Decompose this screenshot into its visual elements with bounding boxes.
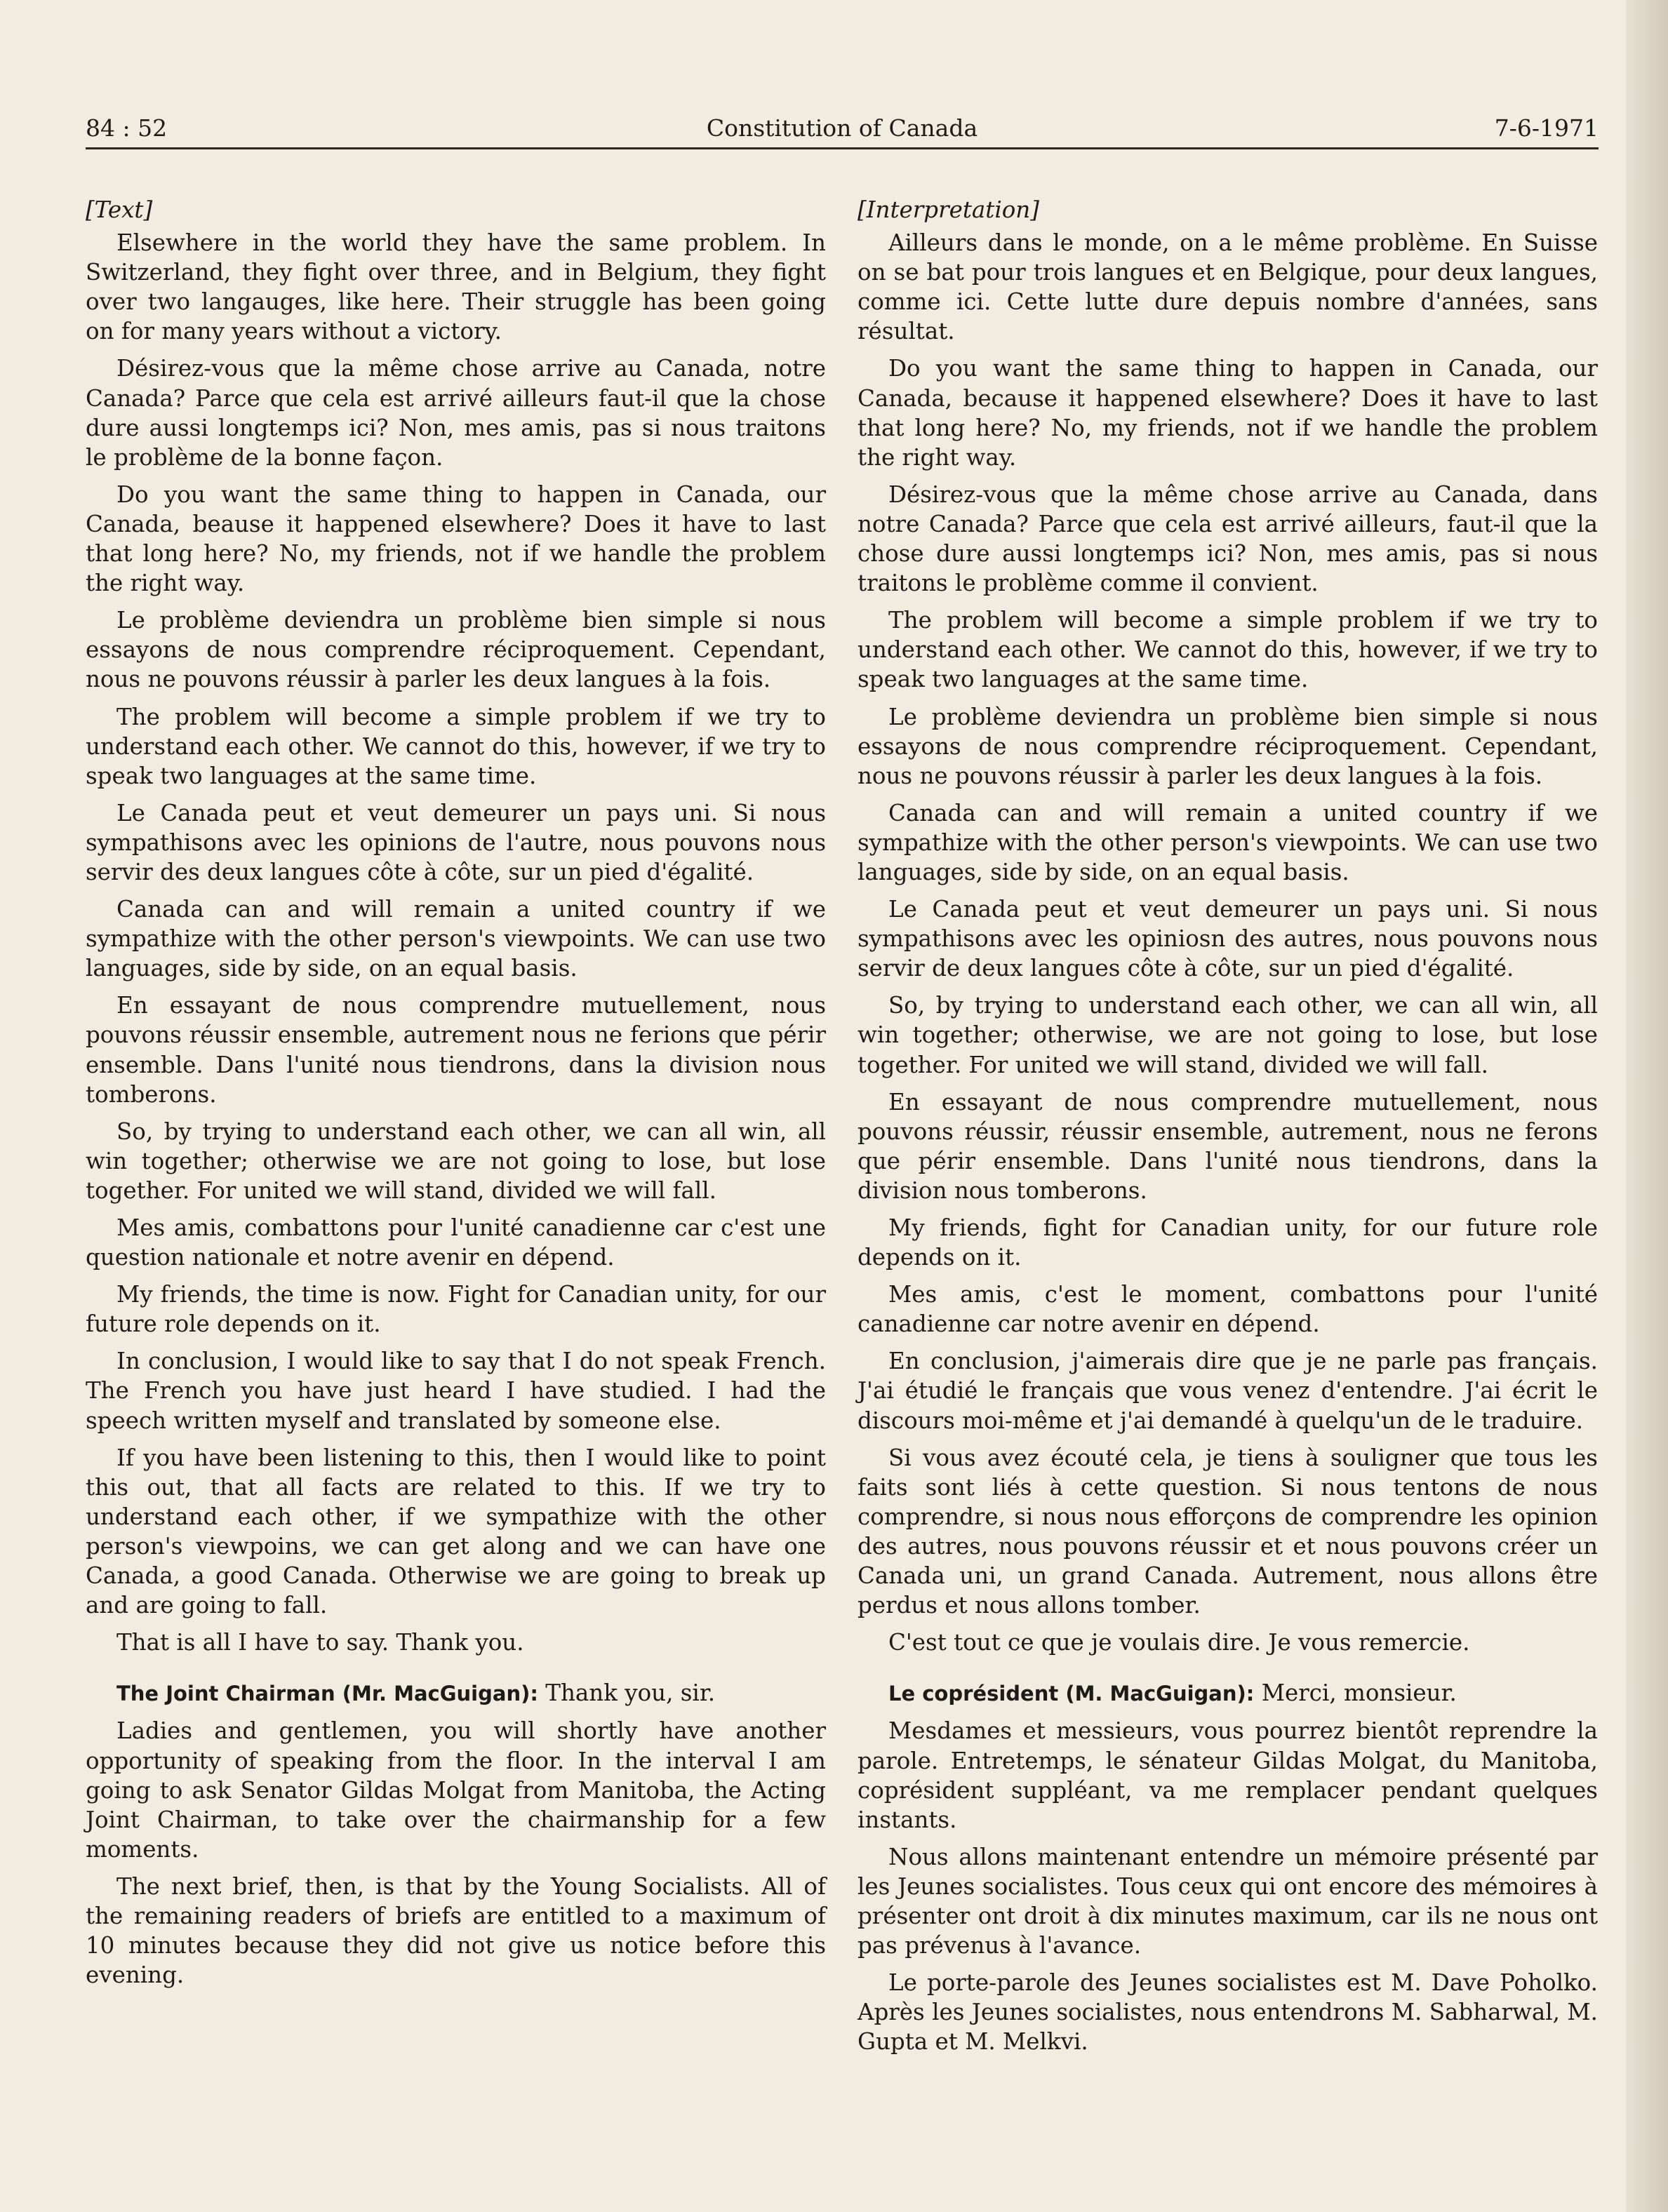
paragraph: En conclusion, j'aimerais dire que je ne parle pas français. J'ai étudié le français que vous venez d'entendre. J'ai écrit le discours moi-même et j'ai demandé à quelqu'un de le traduire. <box>858 1348 1598 1434</box>
paragraph: Mes amis, c'est le moment, combattons pour l'unité canadienne car notre avenir en dépend. <box>858 1281 1598 1338</box>
speaker-label: Le coprésident (M. MacGuigan): <box>888 1682 1255 1706</box>
speaker-text: Thank you, sir. <box>538 1680 716 1707</box>
paragraph: Si vous avez écouté cela, je tiens à souligner que tous les faits sont liés à cette question. Si nous tentons de nous comprendre, si nous nous efforçons de comprendre les opinion des autres, nous pouvons réussir et et nous pouvons créer un Canada uni, un grand Canada. Autrement, nous allons être perdus et nous allons tomber. <box>858 1444 1598 1619</box>
paragraph: If you have been listening to this, then I would like to point this out, that all facts are related to this. If we try to understand each other, if we sympathize with the other person's viewpoins, we can get along and we can have one Canada, a good Canada. Otherwise we are going to break up and are going to fall. <box>86 1444 826 1619</box>
paragraph: The problem will become a simple problem if we try to understand each other. We cannot do this, however, if we try to speak two languages at the same time. <box>858 607 1598 693</box>
paragraph: Mesdames et messieurs, vous pourrez bientôt reprendre la parole. Entretemps, le sénateur Gildas Molgat, du Manitoba, coprésident suppléant, va me remplacer pendant quelques instants. <box>858 1717 1598 1833</box>
speaker-label: The Joint Chairman (Mr. MacGuigan): <box>116 1682 538 1706</box>
paragraph: Nous allons maintenant entendre un mémoire présenté par les Jeunes socialistes. Tous ceux qui ont encore des mémoires à présenter ont droit à dix minutes maximum, car ils ne nous ont pas prévenus à l'avance. <box>858 1843 1598 1959</box>
paragraph: En essayant de nous comprendre mutuellement, nous pouvons réussir ensemble, autrement nous ne ferions que périr ensemble. Dans l'unité nous tiendrons, dans la division nous tomberons. <box>86 992 826 1108</box>
paragraph: En essayant de nous comprendre mutuellement, nous pouvons réussir, réussir ensemble, autrement, nous ne ferons que périr ensemble. Dans l'unité nous tiendrons, dans la division nous tomberons. <box>858 1088 1598 1204</box>
paragraph: The next brief, then, is that by the Young Socialists. All of the remaining readers of briefs are entitled to a maximum of 10 minutes because they did not give us notice before this evening. <box>86 1872 826 1989</box>
paragraph: Canada can and will remain a united country if we sympathize with the other person's viewpoints. We can use two languages, side by side, on an equal basis. <box>86 896 826 982</box>
paragraph: Mes amis, combattons pour l'unité canadienne car c'est une question nationale et notre avenir en dépend. <box>86 1214 826 1271</box>
paragraph: So, by trying to understand each other, we can all win, all win together; otherwise, we are not going to lose, but lose together. For united we will stand, divided we will fall. <box>858 992 1598 1078</box>
paragraph: Ailleurs dans le monde, on a le même problème. En Suisse on se bat pour trois langues et en Belgique, pour deux langues, comme ici. Cette lutte dure depuis nombre d'années, sans résultat. <box>858 229 1598 345</box>
running-title: Constitution of Canada <box>706 114 978 142</box>
paragraph: My friends, the time is now. Fight for Canadian unity, for our future role depends on it. <box>86 1281 826 1338</box>
column-label: [Text] <box>86 196 153 223</box>
paragraph: Le problème deviendra un problème bien simple si nous essayons de nous comprendre réciproquement. Cependant, nous ne pouvons réussir à parler les deux langues à la fois. <box>86 607 826 693</box>
paragraph: Le Canada peut et veut demeurer un pays uni. Si nous sympathisons avec les opiniosn des autres, nous pouvons nous servir de deux langues côte à côte, sur un pied d'égalité. <box>858 896 1598 982</box>
left-column-text <box>86 195 826 1997</box>
paragraph: C'est tout ce que je voulais dire. Je vous remercie. <box>888 1629 1470 1656</box>
page-edge-shadow <box>1626 0 1668 2212</box>
paragraph: So, by trying to understand each other, we can all win, all win together; otherwise we are not going to lose, but lose together. For united we will stand, divided we will fall. <box>86 1118 826 1204</box>
page-header <box>86 111 1599 149</box>
paragraph: Do you want the same thing to happen in Canada, our Canada, beause it happened elsewhere? Does it have to last that long here? No, my friends, not if we handle the problem the right way. <box>86 481 826 597</box>
paragraph: My friends, fight for Canadian unity, for our future role depends on it. <box>858 1214 1598 1271</box>
paragraph: Ladies and gentlemen, you will shortly have another opportunity of speaking from the floor. In the interval I am going to ask Senator Gildas Molgat from Manitoba, the Acting Joint Chairman, to take over the chairmanship for a few moments. <box>86 1717 826 1863</box>
paragraph: Désirez-vous que la même chose arrive au Canada, dans notre Canada? Parce que cela est arrivé ailleurs, faut-il que la chose dure aussi longtemps ici? Non, mes amis, pas si nous traitons le problème comme il convient. <box>858 481 1598 597</box>
paragraph: Le Canada peut et veut demeurer un pays uni. Si nous sympathisons avec les opinions de l'autre, nous pouvons nous servir des deux langues côte à côte, sur un pied d'égalité. <box>86 799 826 885</box>
speaker-paragraph <box>858 1678 1598 1708</box>
page-number: 84 : 52 <box>86 114 168 142</box>
paragraph: Canada can and will remain a united country if we sympathize with the other person's viewpoints. We can use two languages, side by side, on an equal basis. <box>858 799 1598 885</box>
paragraph: Do you want the same thing to happen in Canada, our Canada, because it happened elsewhere? Does it have to last that long here? No, my friends, not if we handle the problem the right way. <box>858 355 1598 471</box>
header-date: 7-6-1971 <box>1494 114 1599 142</box>
speaker-paragraph <box>86 1678 826 1708</box>
paragraph: Elsewhere in the world they have the same problem. In Switzerland, they fight over three, and in Belgium, they fight over two langauges, like here. Their struggle has been going on for many years without a victory. <box>86 229 826 345</box>
paragraph: In conclusion, I would like to say that I do not speak French. The French you have just heard I have studied. I had the speech written myself and translated by someone else. <box>86 1348 826 1434</box>
paragraph: Le porte-parole des Jeunes socialistes est M. Dave Poholko. Après les Jeunes socialistes, nous entendrons M. Sabharwal, M. Gupta et M. Melkvi. <box>858 1969 1598 2056</box>
speaker-text: Merci, monsieur. <box>1254 1680 1457 1707</box>
column-label: [Interpretation] <box>858 196 1039 223</box>
paragraph: Le problème deviendra un problème bien simple si nous essayons de nous comprendre réciproquement. Cependant, nous ne pouvons réussir à parler les deux langues à la fois. <box>858 703 1598 789</box>
paragraph: Désirez-vous que la même chose arrive au Canada, notre Canada? Parce que cela est arrivé ailleurs faut-il que la chose dure aussi longtemps ici? Non, mes amis, pas si nous traitons le problème de la bonne façon. <box>86 355 826 471</box>
paragraph: That is all I have to say. Thank you. <box>116 1629 524 1656</box>
paragraph: The problem will become a simple problem if we try to understand each other. We cannot do this, however, if we try to speak two languages at the same time. <box>86 703 826 789</box>
right-column-interpretation <box>858 195 1598 2064</box>
